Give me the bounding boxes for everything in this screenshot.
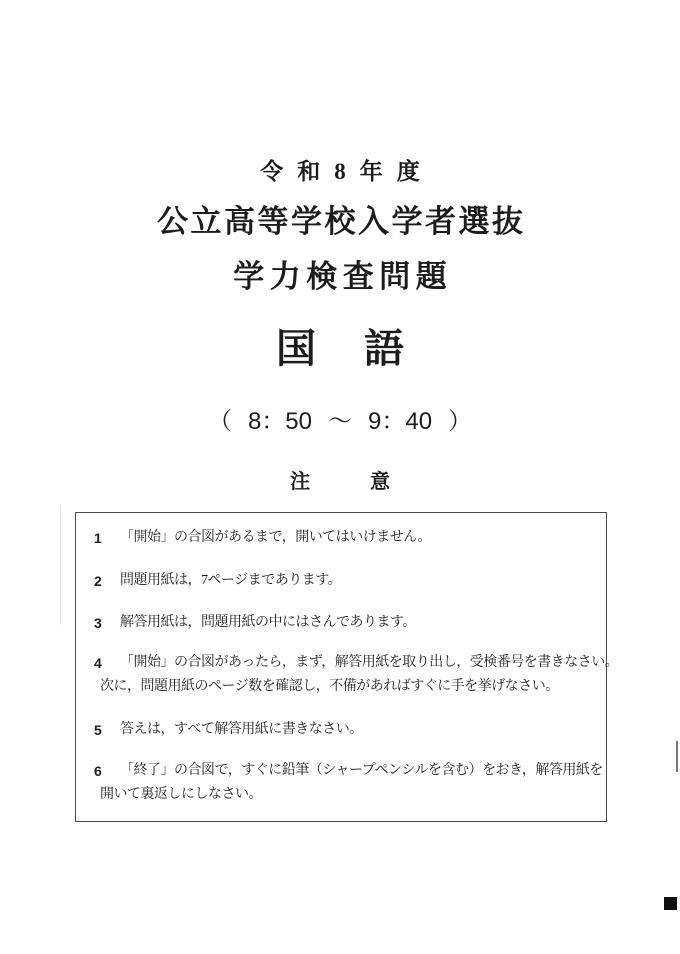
notice-item-number: 5 [94, 722, 102, 738]
notice-item-text: 「終了」の合図で，すぐに鉛筆（シャープペンシルを含む）をおき，解答用紙を [120, 763, 603, 778]
notice-item-6 [76, 761, 606, 781]
notice-item-text: 次に，問題用紙のページ数を確認し，不備があればすぐに手を挙げなさい。 [100, 679, 559, 694]
subject-char-1: 国 [276, 327, 316, 371]
time-end: 9：40 [368, 408, 433, 435]
notice-item-5 [76, 720, 606, 740]
time-close-paren: ） [448, 408, 473, 435]
exam-title-line2: 学力検査問題 [233, 259, 453, 294]
notice-item-number: 6 [94, 763, 102, 779]
notice-heading [0, 469, 680, 495]
notice-item-number: 2 [94, 573, 102, 589]
notice-item-text: 答えは，すべて解答用紙に書きなさい。 [120, 722, 363, 737]
notice-item-text: 問題用紙は，7ページまであります。 [120, 573, 342, 588]
subject-title [0, 326, 680, 372]
notice-item-text: 「開始」の合図があるまで，開いてはいけません。 [120, 530, 432, 545]
time-tilde: ～ [328, 408, 352, 435]
exam-title-line1: 公立高等学校入学者選抜 [157, 204, 526, 239]
notice-item-number: 3 [94, 615, 102, 631]
year-line: 令和8年度 [260, 159, 434, 184]
scan-artifact-right [676, 741, 678, 772]
notice-item-text: 「開始」の合図があったら，まず，解答用紙を取り出し，受検番号を書きなさい。 [120, 655, 619, 670]
notice-heading-char-1: 注 [290, 471, 310, 493]
notice-item-number: 1 [94, 530, 102, 546]
notice-heading-char-2: 意 [370, 471, 390, 493]
notice-box [75, 512, 619, 822]
notice-item-3 [76, 613, 606, 633]
exam-time [0, 407, 680, 437]
scan-artifact-left [60, 505, 61, 625]
notice-item-6-continuation [76, 785, 606, 805]
subject-char-2: 語 [364, 327, 404, 371]
notice-item-4 [76, 653, 619, 673]
notice-item-number: 4 [94, 655, 102, 671]
notice-item-4-continuation [76, 677, 606, 697]
notice-item-1 [76, 528, 606, 548]
time-open-paren: （ [207, 408, 232, 435]
time-start: 8：50 [247, 408, 312, 435]
notice-item-text: 解答用紙は，問題用紙の中にはさんであります。 [120, 615, 416, 630]
notice-item-text: 開いて裏返しにしなさい。 [100, 787, 262, 802]
corner-black-square-mark [664, 897, 677, 910]
notice-item-2 [76, 571, 606, 591]
